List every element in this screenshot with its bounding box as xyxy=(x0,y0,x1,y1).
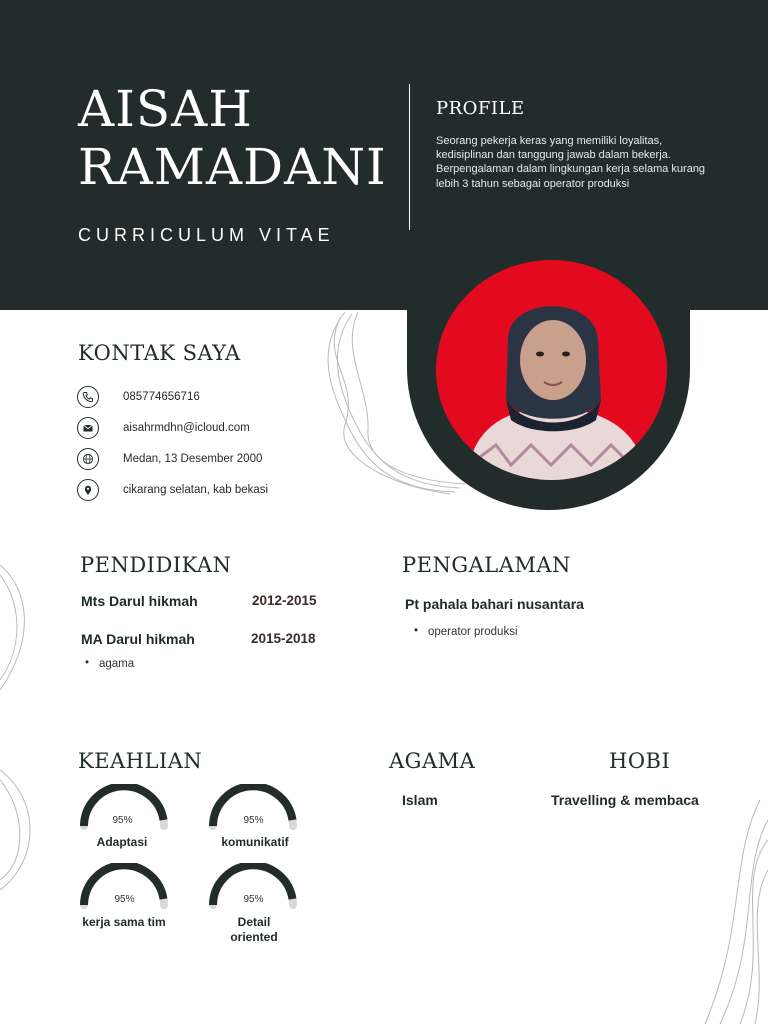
contact-heading: KONTAK SAYA xyxy=(78,341,241,365)
contact-email xyxy=(77,417,250,439)
phone-icon xyxy=(77,386,99,408)
skill-percent: 95% xyxy=(112,815,133,826)
education-years-2: 2015-2018 xyxy=(251,631,316,646)
hobby-heading: HOBI xyxy=(609,749,671,773)
profile-photo xyxy=(436,260,667,480)
skill-name: Adaptasi xyxy=(96,835,148,849)
education-school-1: Mts Darul hikmah xyxy=(81,593,198,609)
religion-value: Islam xyxy=(402,792,438,808)
full-name xyxy=(78,80,387,196)
profile-heading: PROFILE xyxy=(436,98,525,119)
education-years-1: 2012-2015 xyxy=(252,593,317,608)
profile-description: Seorang pekerja keras yang memiliki loyalitas, kedisiplinan dan tanggung jawab dalam bekerja. Berpengalaman dalam lingkungan kerja selama kurang lebih 3 tahun sebagai operator produksi xyxy=(436,135,706,190)
document-subtitle: CURRICULUM VITAE xyxy=(78,225,335,245)
education-bullet: • agama xyxy=(99,658,134,670)
globe-icon xyxy=(77,448,99,470)
experience-company: Pt pahala bahari nusantara xyxy=(405,596,584,612)
skill-percent: 95% xyxy=(114,894,135,905)
education-heading: PENDIDIKAN xyxy=(80,553,232,577)
name-first: AISAH xyxy=(78,80,253,138)
contact-address xyxy=(77,479,268,501)
name-last: RAMADANI xyxy=(78,138,387,196)
contact-email-text: aisahrmdhn@icloud.com xyxy=(123,422,250,434)
experience-bullet: • operator produksi xyxy=(428,626,518,638)
experience-heading: PENGALAMAN xyxy=(402,553,571,577)
header-divider xyxy=(409,84,410,242)
religion-heading: AGAMA xyxy=(389,749,476,773)
skill-name: komunikatif xyxy=(221,835,289,849)
hobby-value: Travelling & membaca xyxy=(551,792,699,808)
skills-heading: KEAHLIAN xyxy=(78,749,203,773)
contact-phone-text: 085774656716 xyxy=(123,391,200,403)
skill-name: Detail oriented xyxy=(230,915,278,944)
contact-birth xyxy=(77,448,262,470)
mail-icon xyxy=(77,417,99,439)
contact-phone xyxy=(77,386,200,408)
contact-address-text: cikarang selatan, kab bekasi xyxy=(123,484,269,496)
skill-percent: 95% xyxy=(243,815,264,826)
education-school-2: MA Darul hikmah xyxy=(81,631,195,647)
contact-birth-text: Medan, 13 Desember 2000 xyxy=(123,453,263,465)
skill-name: kerja sama tim xyxy=(82,915,166,929)
location-icon xyxy=(77,479,99,501)
skill-percent: 95% xyxy=(243,894,264,905)
